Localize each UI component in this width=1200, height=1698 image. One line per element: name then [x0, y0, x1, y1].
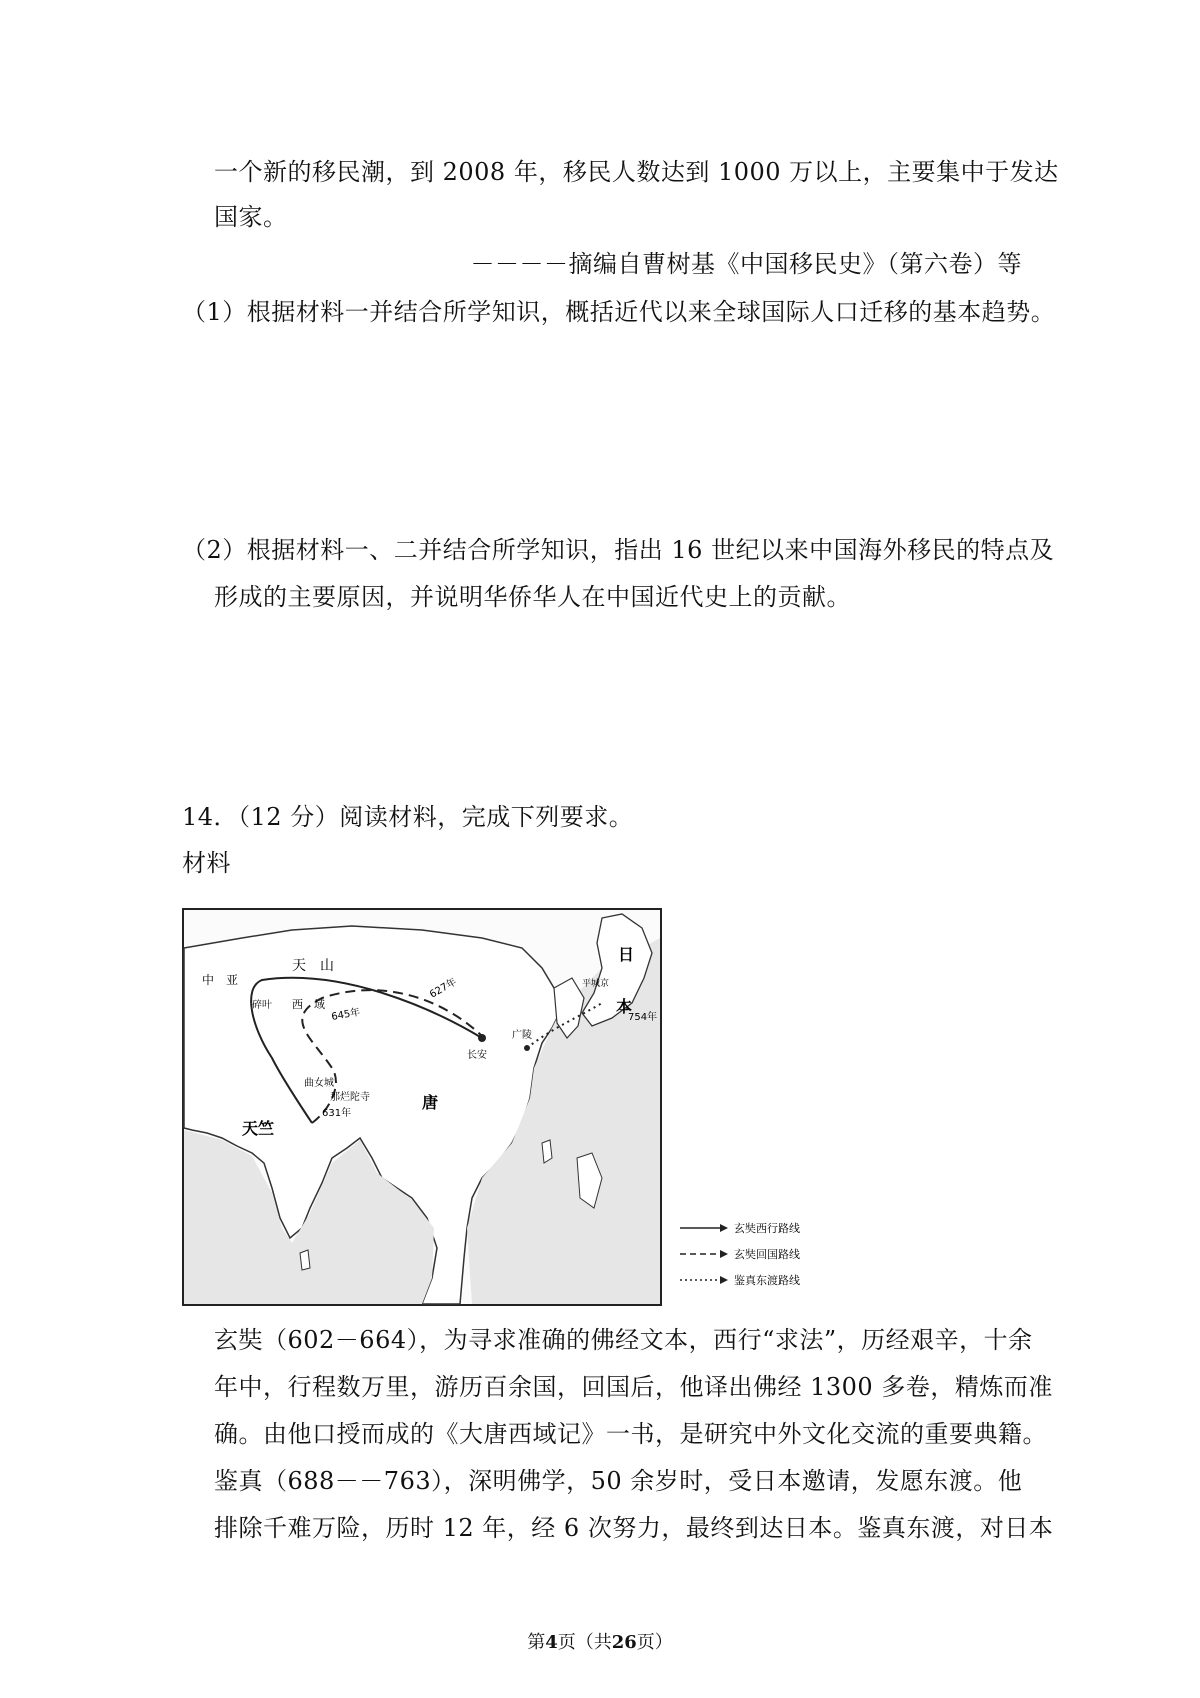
- footer-page-number: 4: [545, 1632, 558, 1653]
- question-2-line-2: 形成的主要原因，并说明华侨华人在中国近代史上的贡献。: [214, 583, 851, 611]
- footer-mid: 页（共: [557, 1632, 612, 1653]
- page-footer: [0, 1628, 1200, 1654]
- map-legend: [680, 1221, 800, 1287]
- label-xiyu: 西 域: [292, 998, 325, 1011]
- footer-total-pages: 26: [611, 1632, 637, 1653]
- changan-dot: [478, 1034, 486, 1042]
- body-line-5: 排除千难万险，历时 12 年，经 6 次努力，最终到达日本。鉴真东渡，对日本: [214, 1514, 1054, 1542]
- footer-pre: 第: [527, 1632, 546, 1653]
- label-changan: 长安: [467, 1050, 487, 1061]
- label-tianzhu: 天竺: [242, 1119, 275, 1138]
- material-label: 材料: [182, 849, 231, 877]
- label-ri: 日: [618, 945, 635, 964]
- body-line-3: 确。由他口授而成的《大唐西域记》一书，是研究中外文化交流的重要典籍。: [214, 1420, 1047, 1448]
- label-627: 627年: [428, 976, 459, 1001]
- label-tang: 唐: [422, 1093, 439, 1112]
- paragraph-line-1: 一个新的移民潮，到 2008 年，移民人数达到 1000 万以上，主要集中于发达: [214, 158, 1059, 186]
- label-qunvcheng: 曲女城: [304, 1078, 334, 1089]
- label-tianshan: 天 山: [292, 958, 334, 974]
- label-631: 631年: [322, 1108, 352, 1119]
- question-14-title: 14．（12 分）阅读材料，完成下列要求。: [182, 803, 634, 831]
- route-map: [182, 908, 852, 1308]
- label-suiye: 碎叶: [252, 1000, 272, 1011]
- body-line-4: 鉴真（688－－763），深明佛学，50 余岁时，受日本邀请，发愿东渡。他: [214, 1467, 1023, 1495]
- legend-jianzhen-east: 鉴真东渡路线: [734, 1274, 800, 1287]
- label-645: 645年: [330, 1007, 362, 1023]
- body-line-2: 年中，行程数万里，游历百余国，回国后，他译出佛经 1300 多卷，精炼而准: [214, 1373, 1053, 1401]
- legend-xuanzang-west: 玄奘西行路线: [734, 1222, 800, 1235]
- paragraph-line-2: 国家。: [214, 203, 288, 231]
- footer-post: 页）: [636, 1632, 673, 1653]
- ceylon-island: [300, 1250, 310, 1270]
- label-ben: 本: [616, 997, 633, 1016]
- label-guangling: 广陵: [512, 1030, 532, 1041]
- label-pingchengjing: 平城京: [582, 979, 610, 989]
- question-1: （1）根据材料一并结合所学知识，概括近代以来全球国际人口迁移的基本趋势。: [182, 298, 1056, 326]
- body-line-1: 玄奘（602－664），为寻求准确的佛经文本，西行“求法”，历经艰辛，十余: [214, 1326, 1033, 1354]
- label-754: 754年: [628, 1012, 658, 1023]
- question-2-line-1: （2）根据材料一、二并结合所学知识，指出 16 世纪以来中国海外移民的特点及: [182, 536, 1055, 564]
- label-nalantuo: 那烂陀寺: [330, 1092, 370, 1103]
- legend-xuanzang-return: 玄奘回国路线: [734, 1248, 800, 1261]
- guangling-dot: [524, 1045, 530, 1051]
- label-zhongya: 中 亚: [202, 973, 239, 987]
- source-citation: －－－－摘编自曹树基《中国移民史》（第六卷）等: [470, 250, 1022, 278]
